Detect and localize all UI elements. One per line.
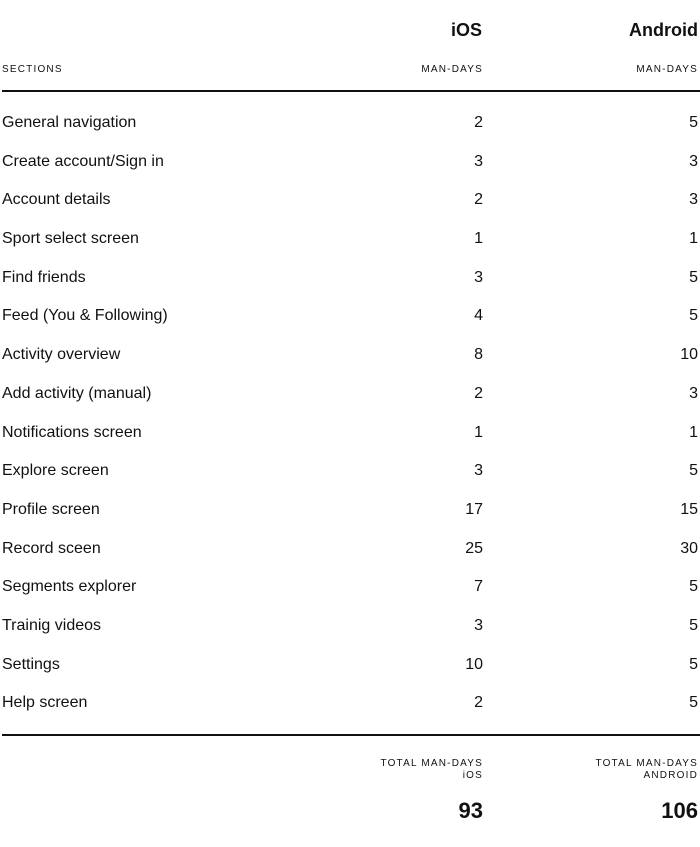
section-name: Notifications screen [2, 423, 142, 441]
section-name: Activity overview [2, 346, 121, 364]
android-unit-label: MAN-DAYS [636, 64, 698, 75]
column-headers [2, 64, 698, 78]
estimate-table [2, 0, 698, 847]
ios-man-days: 3 [474, 616, 483, 634]
android-man-days: 3 [689, 191, 698, 209]
ios-man-days: 3 [474, 268, 483, 286]
section-name: Trainig videos [2, 616, 102, 634]
section-name: Profile screen [2, 500, 100, 518]
android-man-days: 10 [680, 346, 698, 364]
section-name: Explore screen [2, 462, 109, 480]
section-name: Account details [2, 191, 111, 209]
android-man-days: 3 [689, 152, 698, 170]
ios-total-label [283, 758, 483, 782]
table-row [2, 259, 698, 298]
ios-total-value: 93 [458, 798, 483, 823]
ios-man-days: 4 [474, 307, 483, 325]
ios-man-days: 17 [465, 500, 483, 518]
section-name: Segments explorer [2, 578, 137, 596]
android-man-days: 15 [680, 500, 698, 518]
top-divider [2, 90, 700, 92]
ios-man-days: 8 [474, 346, 483, 364]
section-name: Record sceen [2, 539, 101, 557]
bottom-divider [2, 734, 700, 736]
ios-column-title: iOS [450, 20, 482, 40]
table-row [2, 414, 698, 453]
table-row [2, 104, 698, 143]
android-man-days: 5 [689, 616, 698, 634]
section-name: Find friends [2, 268, 86, 286]
ios-unit-label: MAN-DAYS [421, 64, 483, 75]
android-man-days: 5 [689, 114, 698, 131]
table-row [2, 607, 698, 646]
section-name: Help screen [2, 694, 88, 712]
table-row [2, 530, 698, 569]
ios-man-days: 2 [474, 384, 483, 402]
ios-total-label-line2: iOS [462, 770, 483, 781]
android-man-days: 30 [680, 539, 698, 557]
android-man-days: 1 [689, 423, 698, 441]
table-row [2, 491, 698, 530]
table-row [2, 684, 698, 723]
ios-man-days: 1 [474, 230, 483, 248]
ios-man-days: 3 [474, 152, 483, 170]
android-total-value: 106 [661, 798, 698, 823]
table-row [2, 297, 698, 336]
android-man-days: 5 [689, 307, 698, 325]
android-man-days: 1 [689, 230, 698, 248]
ios-man-days: 2 [474, 694, 483, 712]
ios-man-days: 25 [465, 539, 483, 557]
section-name: Settings [2, 655, 60, 673]
section-name: Create account/Sign in [2, 152, 164, 170]
section-name: Add activity (manual) [2, 384, 152, 402]
table-row [2, 220, 698, 259]
sections-column-label: SECTIONS [2, 64, 63, 75]
ios-man-days: 2 [474, 191, 483, 209]
table-row [2, 452, 698, 491]
ios-man-days: 1 [474, 423, 483, 441]
section-name: Feed (You & Following) [2, 307, 168, 325]
android-man-days: 5 [689, 578, 698, 596]
android-man-days: 5 [689, 694, 698, 712]
table-row [2, 646, 698, 685]
android-column-title: Android [629, 20, 698, 40]
ios-total-label-line1: TOTAL MAN-DAYS [380, 758, 483, 769]
android-total-label-line2: ANDROID [643, 770, 698, 781]
section-name: Sport select screen [2, 230, 139, 248]
table-row [2, 336, 698, 375]
ios-man-days: 3 [474, 462, 483, 480]
android-total-label [498, 758, 698, 782]
table-row [2, 143, 698, 182]
table-row [2, 375, 698, 414]
ios-man-days: 2 [474, 114, 483, 131]
section-name: General navigation [2, 114, 137, 131]
android-man-days: 5 [689, 268, 698, 286]
android-man-days: 3 [689, 384, 698, 402]
table-body [2, 104, 698, 723]
android-total-label-line1: TOTAL MAN-DAYS [595, 758, 698, 769]
android-man-days: 5 [689, 462, 698, 480]
table-row [2, 568, 698, 607]
table-row [2, 181, 698, 220]
android-man-days: 5 [689, 655, 698, 673]
ios-man-days: 10 [465, 655, 483, 673]
ios-man-days: 7 [474, 578, 483, 596]
